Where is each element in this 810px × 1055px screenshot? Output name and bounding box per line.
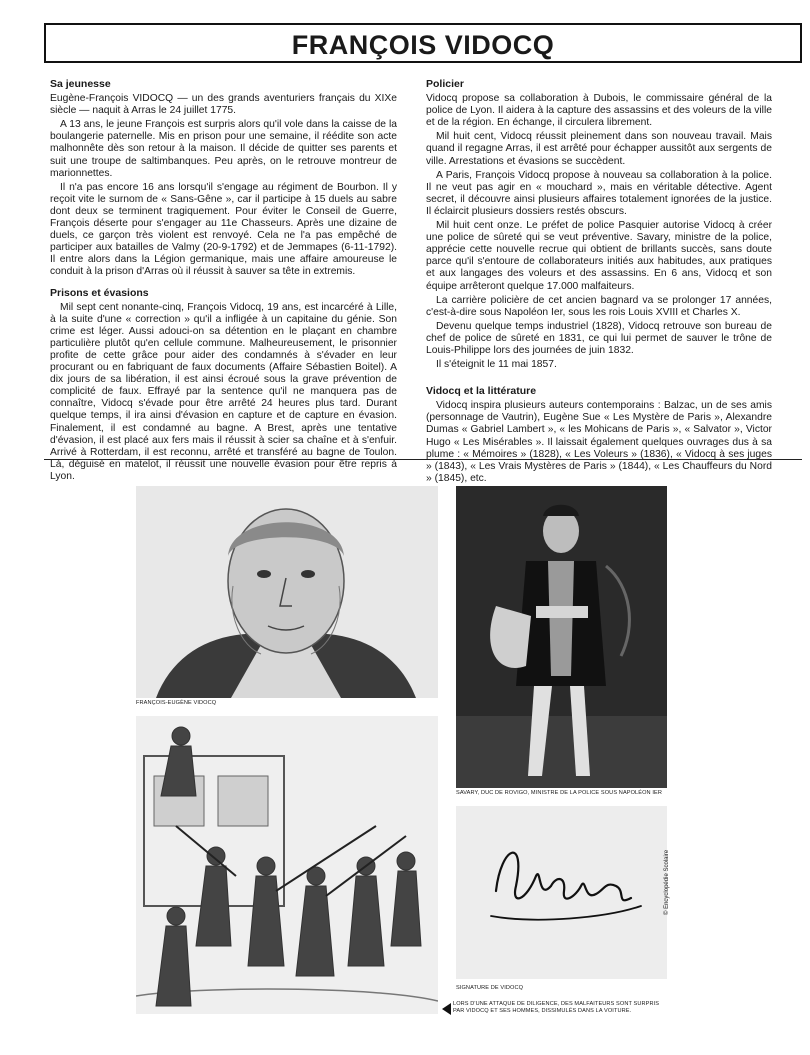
paragraph: Mil huit cent, Vidocq réussit pleinement dans son nouveau travail. Mais quand il regagne Arras, il est arrêté pour échapper aussitôt aux sergents de ville. Arrestations et évasions se succèdent. (426, 131, 772, 167)
paragraph: La carrière policière de cet ancien bagnard va se prolonger 17 années, c'est-à-dire sous Napoléon Ier, sous les rois Louis XVIII et Charles X. (426, 294, 772, 318)
right-column (426, 70, 772, 487)
paragraph: Vidocq inspira plusieurs auteurs contemporains : Balzac, un de ses amis (personnage de Vautrin), Eugène Sue « Les Mystère de Paris », Alexandre Dumas « Gabriel Lambert », « les Mohicans de Paris », « Salvator », Victor Hugo « Les Misérables ». Il laissait également quelques ouvrages dus à sa plume : « Mémoires » (1828), « Les Voleurs » (1836), « Vidocq à ses juges » (1843), « Les Vrais Mystères de Paris » (1844), « Les Chauffeurs du Nord » (1845), etc. (426, 400, 772, 484)
paragraph: Devenu quelque temps industriel (1828), Vidocq retrouve son bureau de chef de police de sûreté en 1831, ce qui lui permet de sauver le trône de Louis-Philippe lors des journées de juin 1832. (426, 320, 772, 356)
paragraph: Il n'a pas encore 16 ans lorsqu'il s'engage au régiment de Bourbon. Il y reçoit vite le surnom de « Sans-Gêne », car il participe à 15 duels au sabre dont deux se terminent tragiquement. Pour éviter le Conseil de Guerre, François déserte pour s'engager au 11e Chasseurs. Après une dizaine de duels, ce garçon très violent est renvoyé. Cela ne l'a pas empêché de participer aux batailles de Valmy (20-9-1792) et de Jemmapes (6-11-1792). Il entre alors dans la Légion germanique, mais une affaire amoureuse le conduit à la prison d'Arras où il réussit à sauver sa tête in extremis. (50, 181, 397, 278)
portrait-caption: FRANÇOIS-EUGÈNE VIDOCQ (136, 700, 217, 706)
signature-caption: SIGNATURE DE VIDOCQ (456, 985, 524, 991)
section-divider (44, 459, 802, 460)
savary-image (456, 486, 667, 788)
section-heading: Vidocq et la littérature (426, 385, 537, 398)
page-title: FRANÇOIS VIDOCQ (291, 30, 555, 60)
signature-image (456, 806, 667, 979)
caption-arrow-icon (442, 1003, 451, 1015)
attack-engraving-image (136, 716, 438, 1014)
section-heading: Sa jeunesse (50, 78, 111, 90)
portrait-image (136, 486, 438, 698)
paragraph: Mil huit cent onze. Le préfet de police Pasquier autorise Vidocq à créer une police de sûreté qui se veut préventive. Savary, ministre de la police, apprécie cette nouvelle recrue qui obtient de brillants succès, sans doute parce qu'il s'entoure de collaborateurs initiés aux habitudes, aux pratiques et aux langages des voleurs et des assassins. En 6 ans, Vidocq et son équipe arrêteront quelque 17.000 malfaiteurs. (426, 220, 772, 292)
title-box (44, 23, 802, 63)
copyright-notice: © Encyclopédie Scolaire (664, 849, 670, 915)
left-column (50, 70, 397, 485)
paragraph: Eugène-François VIDOCQ — un des grands aventuriers français du XIXe siècle — naquit à Arras le 24 juillet 1775. (50, 93, 397, 117)
savary-caption: SAVARY, DUC DE ROVIGO, MINISTRE DE LA POLICE SOUS NAPOLÉON IER (456, 790, 662, 796)
paragraph: Il s'éteignit le 11 mai 1857. (436, 359, 557, 371)
paragraph: Vidocq propose sa collaboration à Dubois, le commissaire général de la police de Lyon. Il aidera à la capture des assassins et des voleurs de la ville et de la région. En échange, il circulera librement. (426, 93, 772, 129)
section-heading: Policier (426, 78, 464, 90)
paragraph: A 13 ans, le jeune François est surpris alors qu'il vole dans la caisse de la boulangerie paternelle. Mis en prison pour une semaine, il réédite son acte malhonnête dès son retour à la maison. Il décide de quitter ses parents et suit une troupe de saltimbanques. Peu après, on le retrouve montreur de marionnettes. (50, 119, 397, 179)
paragraph: A Paris, François Vidocq propose à nouveau sa collaboration à la police. Il ne veut pas agir en « mouchard », mais en véritable détective. Agent secret, il découvre ainsi plusieurs affaires totalement ignorées de la justice. Il éclaircit plusieurs dossiers restés obscurs. (426, 169, 772, 217)
attack-caption: LORS D'UNE ATTAQUE DE DILIGENCE, DES MALFAITEURS SONT SURPRIS PAR VIDOCQ ET SES HOMMES, DISSIMULÉS DANS LA VOITURE. (453, 1001, 660, 1014)
section-heading: Prisons et évasions (50, 286, 149, 299)
paragraph: Mil sept cent nonante-cinq, François Vidocq, 19 ans, est incarcéré à Lille, à la suite d'une « correction » qu'il a infligée à un capitaine du génie. Son crime est léger. Aussi adouci-on sa détention en le plaçant en chambre particulière plutôt qu'en cellule commune. Malheureusement, le prisonnier profite de cette grâce pour aider des condamnés à s'évader en leur procurant ou en fabriquant de faux documents (Affaire Sébastien Boitel). A dix jours de sa libération, il est ainsi écroué sous la grave prévention de complicité de faux. Effrayé par la sentence qu'il ne manquera pas de connaître, Vidocq s'évade pour être arrêté 24 heures plus tard. Durant quelque temps, il ira ainsi d'évasion en capture et de capture en évasion. Finalement, il est condamné au bagne. A Brest, après une tentative d'évasion, il est placé aux fers mais il réussit à scier sa chaîne et à s'enfuir. Arrivé à Rotterdam, il est reconnu, arrêté et transféré au bagne de Toulon. Là, déguisé en matelot, il réussit une nouvelle évasion pour être repris à Lyon. (50, 301, 397, 482)
